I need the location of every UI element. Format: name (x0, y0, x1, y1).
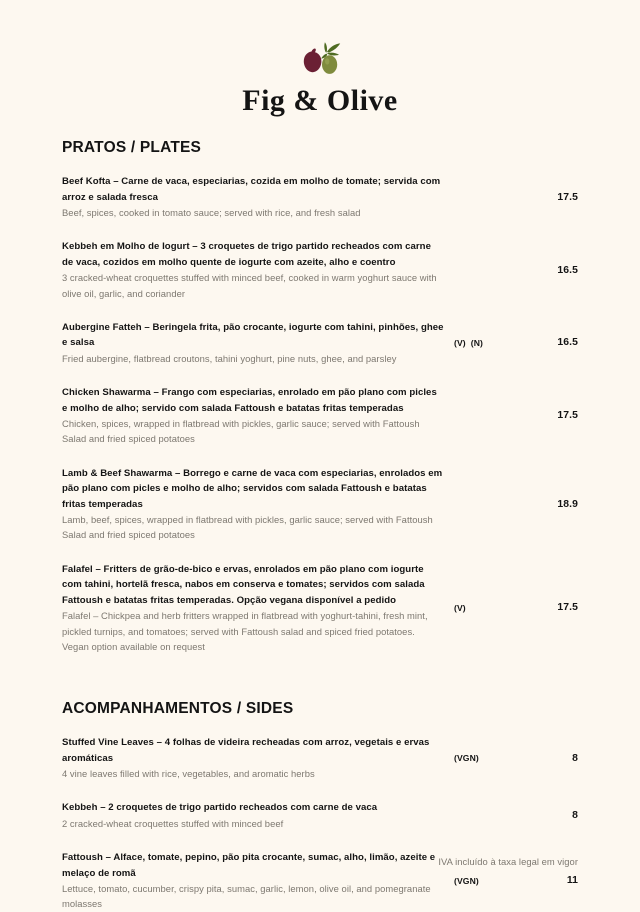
menu-item-dietary-tags (454, 603, 526, 613)
menu-item-dietary-tags (454, 753, 526, 763)
brand-name: Fig & Olive (242, 84, 398, 117)
menu-item-title: Chicken Shawarma – Frango com especiarias, enrolado em pão plano com picles e molho de alho; servido com salada Fattoush e batatas fritas temperadas (62, 387, 437, 414)
menu-item-dietary-tags (454, 876, 526, 886)
menu-item-description: Lamb, beef, spices, wrapped in flatbread with pickles, garlic sauce; served with Fattoush Salad and fried spiced potatoes (62, 514, 433, 541)
menu-item (62, 735, 578, 781)
menu-item-title: Falafel – Fritters de grão-de-bico e ervas, enrolados em pão plano com iogurte com tahini, hortelã fresca, nabos em conserva e tomates; servidos com salada Fattoush e batatas fritas temperadas. Opção vegana disponível a pedido (62, 563, 425, 606)
menu-item (62, 466, 578, 543)
menu-item-price: 17.5 (557, 410, 578, 422)
dietary-tag: (VGN) (454, 875, 479, 886)
menu-item-price: 16.5 (557, 264, 578, 276)
section-title: ACOMPANHAMENTOS / SIDES (62, 700, 294, 718)
brand-header (62, 0, 578, 117)
menu-item (62, 239, 578, 301)
menu-item-text (62, 850, 454, 912)
fig-icon (304, 48, 322, 72)
menu-item-text (62, 239, 454, 301)
menu-item-price: 11 (566, 875, 578, 887)
menu-item-text (62, 562, 454, 654)
menu-item-price: 18.9 (557, 498, 578, 510)
menu-section (62, 700, 578, 912)
menu-item-description: 3 cracked-wheat croquettes stuffed with minced beef, cooked in warm yoghurt sauce with olive oil, garlic, and coriander (62, 272, 437, 299)
menu-item-description: Fried aubergine, flatbread croutons, tahini yoghurt, pine nuts, ghee, and parsley (62, 352, 397, 364)
menu-item-description: Falafel – Chickpea and herb fritters wrapped in flatbread with yoghurt-tahini, fresh mint, pickled turnips, and tomatoes; served with Fattoush salad and spiced fried potatoes. Vegan option available on request (62, 610, 428, 652)
section-title: PRATOS / PLATES (62, 139, 202, 156)
menu-item-description: Lettuce, tomato, cucumber, crispy pita, sumac, garlic, lemon, olive oil, and pomegranate molasses (62, 883, 431, 910)
menu-item-title: Kebbeh – 2 croquetes de trigo partido recheados com carne de vaca (62, 802, 378, 814)
menu-item (62, 800, 578, 831)
menu-item (62, 385, 578, 447)
menu-sections (62, 139, 578, 912)
menu-item-price: 8 (572, 752, 578, 764)
menu-item-text (62, 735, 454, 781)
menu-item-text (62, 466, 454, 543)
menu-item-description: 4 vine leaves filled with rice, vegetables, and aromatic herbs (62, 768, 315, 780)
menu-item-price: 8 (572, 810, 578, 822)
fig-and-olive-logo-icon (294, 42, 346, 82)
menu-item-text (62, 800, 454, 831)
menu-item-title: Beef Kofta – Carne de vaca, especiarias, cozida em molho de tomate; servida com arroz e salada fresca (62, 176, 441, 203)
olive-icon (322, 55, 337, 74)
dietary-tag: (N) (470, 337, 483, 348)
menu-item-title: Fattoush – Alface, tomate, pepino, pão pita crocante, sumac, alho, limão, azeite e melaço de romã (62, 852, 436, 879)
menu-section (62, 139, 578, 654)
menu-item-text (62, 320, 454, 366)
menu-item-title: Aubergine Fatteh – Beringela frita, pão crocante, iogurte com tahini, pinhões, ghee e salsa (62, 321, 444, 349)
dietary-tag: (V) (454, 337, 466, 348)
dietary-tag: (V) (454, 602, 466, 613)
vat-note: IVA incluído à taxa legal em vigor (438, 856, 578, 867)
menu-item (62, 562, 578, 654)
menu-item-title: Lamb & Beef Shawarma – Borrego e carne de vaca com especiarias, enrolados em pão plano com picles e molho de alho; servidos com salada Fattoush e batatas fritas temperadas (62, 467, 443, 510)
menu-item (62, 174, 578, 220)
menu-item-price: 17.5 (557, 191, 578, 203)
menu-item-dietary-tags (454, 338, 526, 348)
menu-item-description: Beef, spices, cooked in tomato sauce; served with rice, and fresh salad (62, 207, 361, 219)
menu-item-price: 16.5 (557, 337, 578, 349)
menu-item-price: 17.5 (557, 602, 578, 614)
menu-item-title: Stuffed Vine Leaves – 4 folhas de videira recheadas com arroz, vegetais e ervas aromáticas (62, 737, 430, 764)
menu-item (62, 320, 578, 366)
menu-item-text (62, 174, 454, 220)
menu-item-title: Kebbeh em Molho de Iogurt – 3 croquetes de trigo partido recheados com carne de vaca, cozidos em molho quente de iogurte com azeite, alho e coentro (62, 241, 431, 268)
dietary-tag: (VGN) (454, 753, 479, 764)
menu-item-text (62, 385, 454, 447)
menu-item-description: 2 cracked-wheat croquettes stuffed with minced beef (62, 817, 284, 829)
menu-item-description: Chicken, spices, wrapped in flatbread with pickles, garlic sauce; served with Fattoush Salad and fried spiced potatoes (62, 418, 420, 445)
